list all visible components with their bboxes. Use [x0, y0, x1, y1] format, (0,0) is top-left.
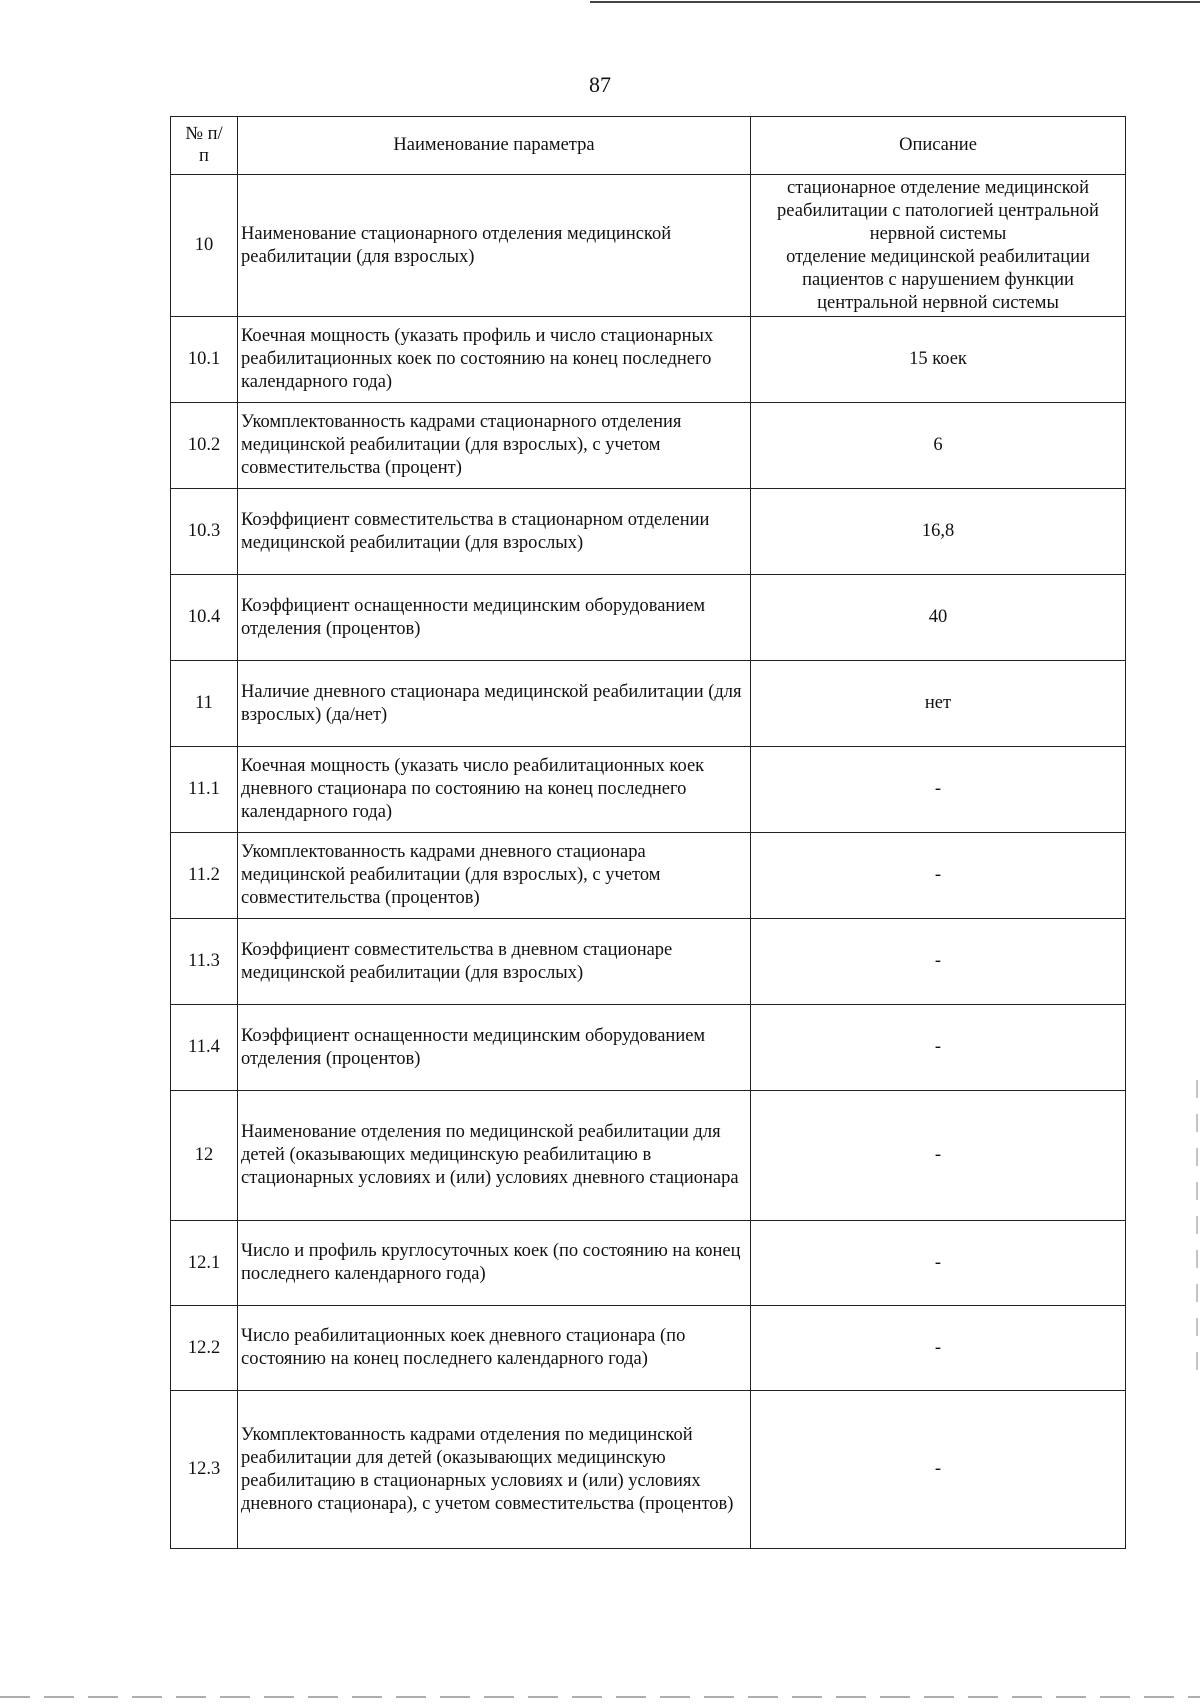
row-number: 11.4: [171, 1005, 238, 1091]
row-number: 12.3: [171, 1391, 238, 1549]
table-row: [171, 317, 1126, 403]
row-parameter-name: Коэффициент оснащенности медицинским оборудованием отделения (процентов): [238, 575, 751, 661]
row-description: -: [751, 1391, 1126, 1549]
table-row: [171, 661, 1126, 747]
row-description: -: [751, 833, 1126, 919]
row-parameter-name: Коэффициент совместительства в стационарном отделении медицинской реабилитации (для взрослых): [238, 489, 751, 575]
row-number: 10: [171, 175, 238, 317]
row-description: -: [751, 919, 1126, 1005]
row-description: -: [751, 1091, 1126, 1221]
row-number: 11: [171, 661, 238, 747]
row-parameter-name: Укомплектованность кадрами стационарного отделения медицинской реабилитации (для взрослых), с учетом совместительства (процент): [238, 403, 751, 489]
row-parameter-name: Коэффициент оснащенности медицинским оборудованием отделения (процентов): [238, 1005, 751, 1091]
row-parameter-name: Число и профиль круглосуточных коек (по состоянию на конец последнего календарного года): [238, 1221, 751, 1306]
table-row: [171, 575, 1126, 661]
row-number: 12.1: [171, 1221, 238, 1306]
row-number: 10.2: [171, 403, 238, 489]
table-row: [171, 1221, 1126, 1306]
row-parameter-name: Коэффициент совместительства в дневном стационаре медицинской реабилитации (для взрослых): [238, 919, 751, 1005]
row-parameter-name: Укомплектованность кадрами отделения по медицинской реабилитации для детей (оказывающих медицинскую реабилитацию в стационарных условиях и (или) условиях дневного стационара), с учетом совместительства (процентов): [238, 1391, 751, 1549]
row-parameter-name: Коечная мощность (указать число реабилитационных коек дневного стационара по состоянию на конец последнего календарного года): [238, 747, 751, 833]
table-row: [171, 919, 1126, 1005]
row-number: 10.4: [171, 575, 238, 661]
row-parameter-name: Наименование отделения по медицинской реабилитации для детей (оказывающих медицинскую реабилитацию в стационарных условиях и (или) условиях дневного стационара: [238, 1091, 751, 1221]
table-row: [171, 1091, 1126, 1221]
row-number: 11.2: [171, 833, 238, 919]
row-number: 10.1: [171, 317, 238, 403]
table-row: [171, 833, 1126, 919]
row-parameter-name: Число реабилитационных коек дневного стационара (по состоянию на конец последнего календарного года): [238, 1306, 751, 1391]
row-number: 11.3: [171, 919, 238, 1005]
header-parameter-name: Наименование параметра: [238, 117, 751, 175]
row-description: 16,8: [751, 489, 1126, 575]
table-row: [171, 1391, 1126, 1549]
row-description: 40: [751, 575, 1126, 661]
row-description: -: [751, 1306, 1126, 1391]
row-parameter-name: Наличие дневного стационара медицинской реабилитации (для взрослых) (да/нет): [238, 661, 751, 747]
table-header-row: [171, 117, 1126, 175]
top-rule: [590, 1, 1200, 3]
scan-margin-marks: [1196, 1080, 1198, 1380]
row-number: 12.2: [171, 1306, 238, 1391]
row-description: -: [751, 1221, 1126, 1306]
table-row: [171, 1306, 1126, 1391]
parameters-table: [170, 116, 1126, 1549]
bottom-rule: [0, 1696, 1200, 1698]
row-number: 12: [171, 1091, 238, 1221]
row-description: нет: [751, 661, 1126, 747]
table-row: [171, 175, 1126, 317]
table-row: [171, 489, 1126, 575]
row-description: 6: [751, 403, 1126, 489]
row-description: стационарное отделение медицинской реабилитации с патологией центральной нервной системы отделение медицинской реабилитации пациентов с нарушением функции центральной нервной системы: [751, 175, 1126, 317]
row-parameter-name: Наименование стационарного отделения медицинской реабилитации (для взрослых): [238, 175, 751, 317]
row-parameter-name: Коечная мощность (указать профиль и число стационарных реабилитационных коек по состоянию на конец последнего календарного года): [238, 317, 751, 403]
row-description: -: [751, 1005, 1126, 1091]
row-number: 11.1: [171, 747, 238, 833]
row-description: 15 коек: [751, 317, 1126, 403]
row-number: 10.3: [171, 489, 238, 575]
header-number: [171, 117, 238, 175]
table-row: [171, 403, 1126, 489]
header-number-text: № п/п: [185, 124, 223, 166]
table-row: [171, 1005, 1126, 1091]
page-number: 87: [589, 72, 611, 97]
header-description: Описание: [751, 117, 1126, 175]
table-row: [171, 747, 1126, 833]
row-description: -: [751, 747, 1126, 833]
row-parameter-name: Укомплектованность кадрами дневного стационара медицинской реабилитации (для взрослых), с учетом совместительства (процентов): [238, 833, 751, 919]
